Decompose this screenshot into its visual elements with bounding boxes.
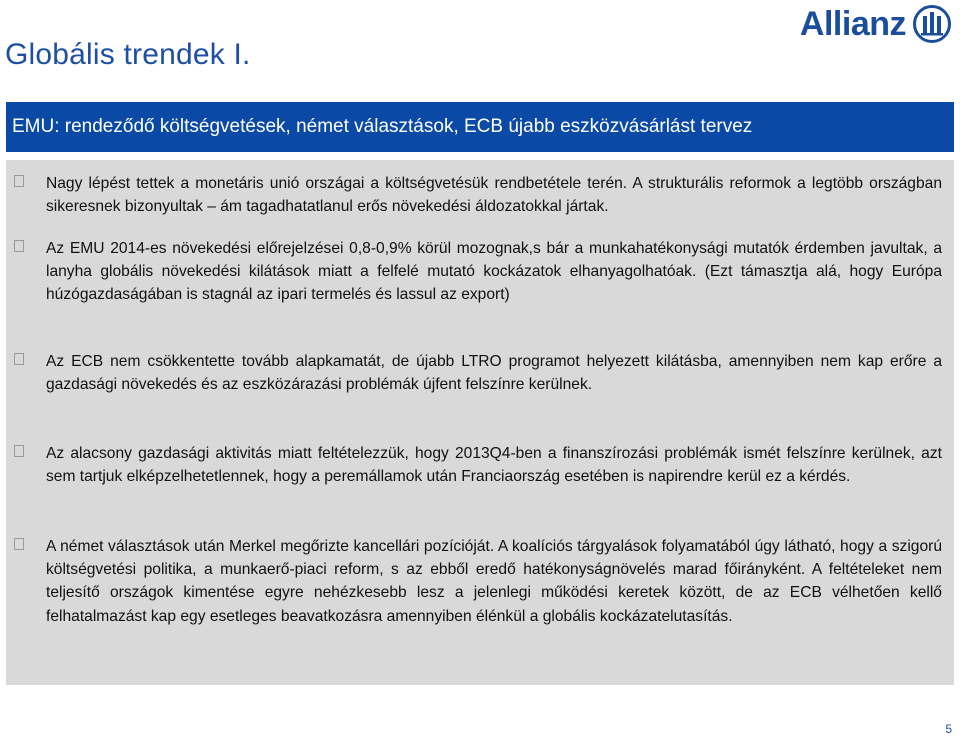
allianz-logo — [800, 2, 952, 46]
bullet-icon — [14, 175, 24, 187]
content-panel — [6, 160, 954, 685]
bullet-icon — [14, 353, 24, 365]
allianz-eagle-icon — [912, 4, 952, 44]
logo-text: Allianz — [799, 4, 906, 43]
bullet-text: Az alacsony gazdasági aktivitás miatt feltételezzük, hogy 2013Q4-ben a finanszírozási problémák ismét felszínre kerülnek, azt sem tartjuk elképzelhetetlennek, hogy a peremállamok után Franciaország esetében is napirendre kerül ez a kérdés. — [46, 445, 942, 486]
bullet-icon — [14, 538, 24, 550]
bullet-text: Az EMU 2014-es növekedési előrejelzései 0,8-0,9% körül mozognak,s bár a munkahatékonysági mutatók érdemben javultak, a lanyha globális növekedési kilátások miatt a felfelé mutató kockázatok elhanyagolhatóak. (Ezt támasztja alá, hogy Európa húzógazdaságában is stagnál az ipari termelés és lassul az export) — [46, 240, 942, 304]
bullet-text: A német választások után Merkel megőrizte kancellári pozícióját. A koalíciós tárgyalások folyamatából úgy látható, hogy a szigorú költségvetési politika, a munkaerő-piaci reform, s az ebből eredő hatékonyságnövelés marad főirányként. A feltételeket nem teljesítő országok kimentése egyre nehézkesebb lesz a jelenlegi működési keretek között, de az ECB vélhetően kellő felhatalmazást kap egy esetleges beavatkozásra amennyiben élénkül a globális kockázatelutasítás. — [46, 538, 942, 625]
page-number: 5 — [945, 722, 952, 736]
subtitle-text: EMU: rendeződő költségvetések, német választások, ECB újabb eszközvásárlást tervez — [12, 116, 753, 137]
bullet-text: Nagy lépést tettek a monetáris unió országai a költségvetésük rendbetétele terén. A strukturális reformok a legtöbb országban sikeresnek bizonyultak – ám tagadhatatlanul erős növekedési áldozatokkal jártak. — [46, 175, 942, 216]
subtitle-bar — [6, 102, 954, 152]
bullet-text: Az ECB nem csökkentette tovább alapkamatát, de újabb LTRO programot helyezett kilátásba, amennyiben nem kap erőre a gazdasági növekedés és az eszközárazási problémák újfent felszínre kerülnek. — [46, 353, 942, 394]
bullet-icon — [14, 240, 24, 252]
bullet-icon — [14, 445, 24, 457]
page-title: Globális trendek I. — [5, 38, 251, 71]
